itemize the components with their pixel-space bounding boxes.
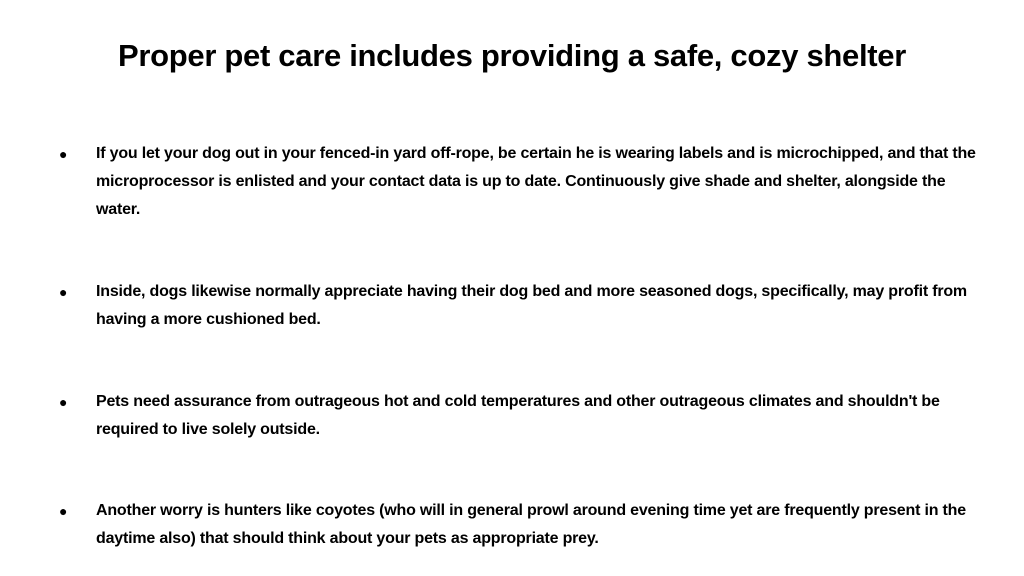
bullet-dot-icon: ●	[59, 284, 68, 300]
bullet-dot-icon: ●	[59, 394, 68, 410]
bullet-text: If you let your dog out in your fenced-in yard off-rope, be certain he is wearing labels and is microchipped, and that the microprocessor is enlisted and your contact data is up to date. Continuously give shade and shelter, alongside the water.	[96, 145, 976, 218]
bullet-text: Another worry is hunters like coyotes (who will in general prowl around evening time yet are frequently present in the daytime also) that should think about your pets as appropriate prey.	[96, 502, 966, 547]
bullet-text: Inside, dogs likewise normally appreciate having their dog bed and more seasoned dogs, specifically, may profit from having a more cushioned bed.	[96, 283, 967, 328]
bullet-dot-icon: ●	[59, 503, 68, 519]
bullet-dot-icon: ●	[59, 146, 68, 162]
slide-title: Proper pet care includes providing a safe, cozy shelter	[117, 38, 907, 73]
bullet-text: Pets need assurance from outrageous hot and cold temperatures and other outrageous climates and shouldn't be required to live solely outside.	[96, 393, 940, 438]
